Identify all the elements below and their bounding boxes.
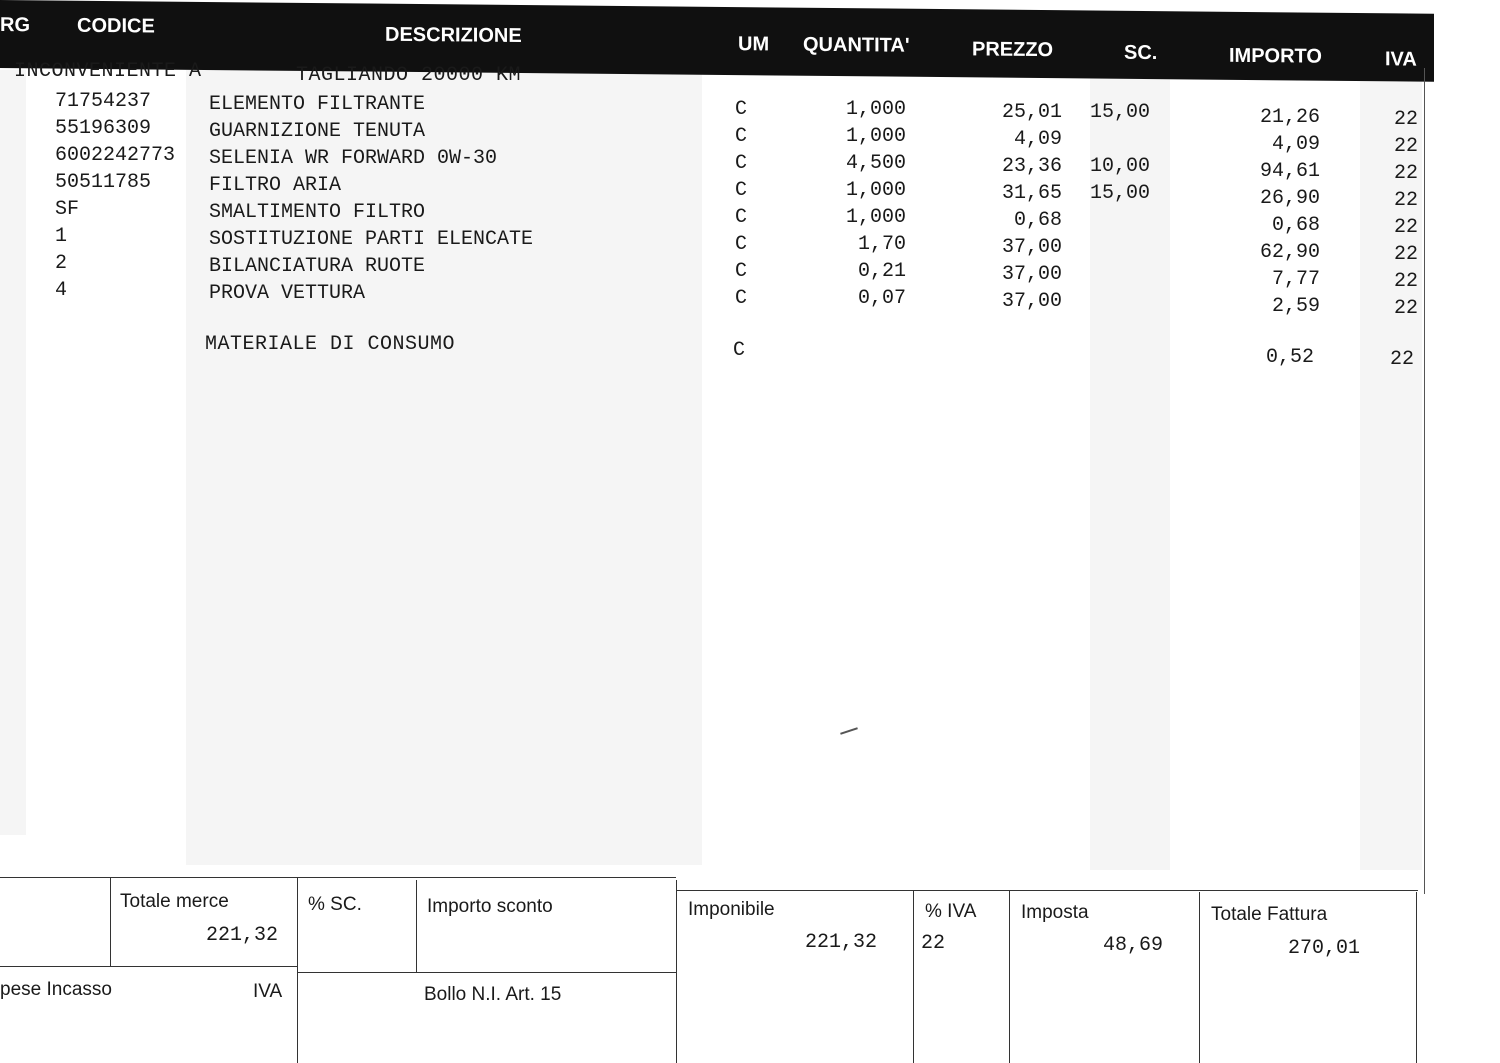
header-sc: SC. (1124, 41, 1158, 65)
row-iva: 22 (1393, 108, 1418, 131)
footer-divider (1199, 892, 1200, 1063)
consumables-um: C (733, 339, 746, 362)
header-um: UM (738, 33, 770, 56)
spese-iva-label: IVA (253, 981, 283, 1002)
row-um: C (735, 206, 748, 229)
row-um: C (735, 287, 748, 310)
row-prezzo: 31,65 (1001, 182, 1062, 205)
footer-divider (913, 890, 914, 1063)
row-iva: 22 (1393, 216, 1418, 239)
row-prezzo: 37,00 (1001, 236, 1062, 259)
row-importo: 7,77 (1271, 268, 1320, 291)
iva-pct-value: 22 (921, 932, 946, 955)
row-quantita: 1,000 (845, 125, 906, 148)
row-sconto: 15,00 (1089, 182, 1150, 205)
row-um: C (735, 152, 748, 175)
footer-divider (416, 880, 417, 972)
row-descrizione: ELEMENTO FILTRANTE (209, 93, 426, 116)
footer-divider (1416, 892, 1417, 1063)
row-importo: 0,68 (1271, 214, 1320, 237)
footer-divider (1009, 890, 1010, 1063)
importo-sconto-label: Importo sconto (427, 896, 553, 917)
footer-mid-line (0, 966, 298, 967)
imposta-label: Imposta (1021, 902, 1089, 923)
row-codice: 1 (55, 225, 68, 248)
row-descrizione: SMALTIMENTO FILTRO (209, 201, 426, 224)
bollo-label: Bollo N.I. Art. 15 (424, 984, 562, 1005)
row-prezzo: 25,01 (1001, 101, 1062, 124)
row-um: C (735, 260, 748, 283)
consumables-iva: 22 (1389, 348, 1414, 371)
row-codice: 71754237 (55, 90, 152, 113)
row-iva: 22 (1393, 243, 1418, 266)
header-rg: RG (0, 14, 30, 37)
row-iva: 22 (1393, 162, 1418, 185)
row-sconto: 10,00 (1089, 155, 1150, 178)
row-codice: 6002242773 (55, 144, 176, 167)
intro-text: TAGLIANDO 20000 KM (296, 64, 522, 87)
row-um: C (735, 125, 748, 148)
header-descrizione: DESCRIZIONE (385, 23, 522, 48)
table-right-border (1424, 68, 1425, 894)
footer-top-line-right (676, 890, 1418, 891)
header-iva: IVA (1385, 48, 1417, 71)
row-importo: 62,90 (1259, 241, 1320, 264)
totale-fattura-value: 270,01 (1287, 937, 1360, 960)
iva-pct-label: % IVA (925, 901, 977, 922)
row-codice: SF (55, 198, 80, 221)
table-header (0, 0, 1434, 82)
footer-divider (110, 878, 111, 966)
spese-incasso-label: pese Incasso (0, 979, 112, 1000)
row-prezzo: 37,00 (1001, 263, 1062, 286)
row-descrizione: SOSTITUZIONE PARTI ELENCATE (209, 228, 534, 251)
row-codice: 4 (55, 279, 68, 302)
sconto-pct-label: % SC. (308, 894, 362, 915)
imponibile-label: Imponibile (688, 899, 775, 920)
header-quantita: QUANTITA' (803, 33, 910, 57)
row-iva: 22 (1393, 135, 1418, 158)
consumables-importo: 0,52 (1265, 346, 1314, 369)
row-importo: 2,59 (1271, 295, 1320, 318)
column-shade-rg (0, 70, 26, 835)
footer-top-line-left (0, 877, 676, 878)
row-importo: 26,90 (1259, 187, 1320, 210)
imponibile-value: 221,32 (804, 931, 877, 954)
footer-mid-line (297, 972, 677, 973)
pen-mark (840, 727, 858, 734)
row-descrizione: GUARNIZIONE TENUTA (209, 120, 426, 143)
row-quantita: 1,000 (845, 179, 906, 202)
row-prezzo: 0,68 (1013, 209, 1062, 232)
header-importo: IMPORTO (1229, 44, 1322, 68)
row-descrizione: PROVA VETTURA (209, 282, 366, 305)
row-quantita: 0,21 (857, 260, 906, 283)
row-sconto: 15,00 (1089, 101, 1150, 124)
row-iva: 22 (1393, 270, 1418, 293)
row-quantita: 4,500 (845, 152, 906, 175)
row-codice: 50511785 (55, 171, 152, 194)
imposta-value: 48,69 (1102, 934, 1163, 957)
totale-merce-label: Totale merce (120, 891, 229, 912)
row-quantita: 1,000 (845, 206, 906, 229)
consumables-description: MATERIALE DI CONSUMO (205, 333, 456, 356)
row-prezzo: 23,36 (1001, 155, 1062, 178)
row-quantita: 1,70 (857, 233, 906, 256)
header-codice: CODICE (77, 14, 155, 38)
row-importo: 21,26 (1259, 106, 1320, 129)
row-um: C (735, 179, 748, 202)
row-quantita: 0,07 (857, 287, 906, 310)
totale-merce-value: 221,32 (205, 924, 278, 947)
intro-label: INCONVENIENTE A (14, 60, 202, 83)
row-descrizione: SELENIA WR FORWARD 0W-30 (209, 147, 498, 170)
row-um: C (735, 233, 748, 256)
footer-divider (297, 878, 298, 1063)
row-importo: 94,61 (1259, 160, 1320, 183)
row-codice: 55196309 (55, 117, 152, 140)
row-descrizione: BILANCIATURA RUOTE (209, 255, 426, 278)
totale-fattura-label: Totale Fattura (1211, 904, 1328, 925)
row-codice: 2 (55, 252, 68, 275)
row-iva: 22 (1393, 189, 1418, 212)
row-descrizione: FILTRO ARIA (209, 174, 342, 197)
row-iva: 22 (1393, 297, 1418, 320)
header-prezzo: PREZZO (972, 38, 1054, 62)
row-um: C (735, 98, 748, 121)
row-prezzo: 37,00 (1001, 290, 1062, 313)
row-prezzo: 4,09 (1013, 128, 1062, 151)
row-quantita: 1,000 (845, 98, 906, 121)
row-importo: 4,09 (1271, 133, 1320, 156)
